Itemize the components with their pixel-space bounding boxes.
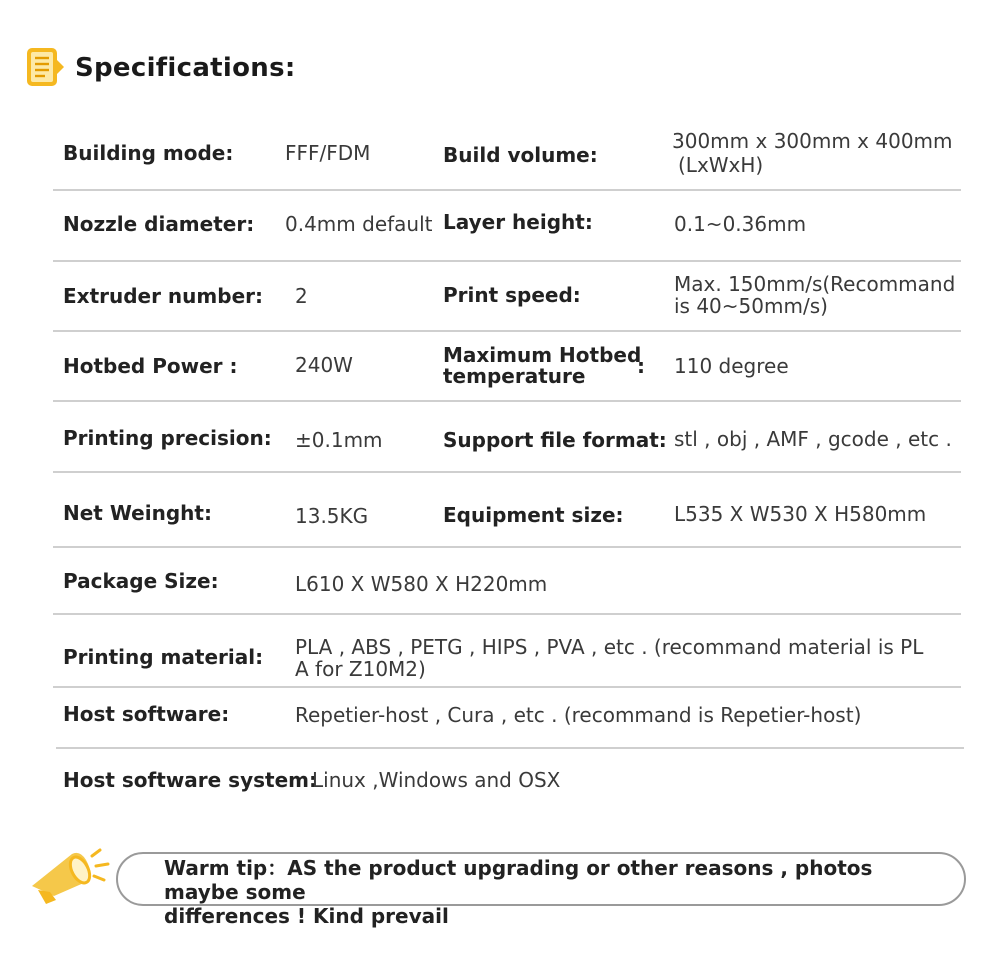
- host-software-label: Host software:: [63, 702, 230, 726]
- print-speed-value-line2: is 40~50mm/s): [674, 294, 828, 318]
- row-divider: [56, 747, 964, 749]
- row-divider: [53, 189, 961, 191]
- host-software-system-value: Linux ,Windows and OSX: [312, 768, 561, 792]
- equipment-size-value: L535 X W530 X H580mm: [674, 502, 927, 526]
- page-title: Specifications:: [75, 53, 296, 83]
- row-divider: [53, 330, 961, 332]
- extruder-number-value: 2: [295, 284, 308, 308]
- row-divider: [53, 546, 961, 548]
- row-divider: [53, 471, 961, 473]
- max-hotbed-temp-label-line2: temperature: [443, 364, 586, 388]
- equipment-size-label: Equipment size:: [443, 503, 624, 527]
- build-volume-label: Build volume:: [443, 143, 598, 167]
- row-divider: [53, 613, 961, 615]
- net-weight-label: Net Weinght:: [63, 501, 212, 525]
- build-volume-value-line2: (LxWxH): [678, 153, 764, 177]
- document-list-icon: [25, 46, 65, 90]
- building-mode-label: Building mode:: [63, 141, 234, 165]
- print-speed-value-line1: Max. 150mm/s(Recommand: [674, 272, 956, 296]
- specifications-header: [25, 46, 296, 90]
- hotbed-power-label: Hotbed Power :: [63, 354, 238, 378]
- printing-precision-label: Printing precision:: [63, 426, 272, 450]
- row-divider: [53, 400, 961, 402]
- package-size-label: Package Size:: [63, 569, 219, 593]
- layer-height-label: Layer height:: [443, 210, 593, 234]
- extruder-number-label: Extruder number:: [63, 284, 263, 308]
- build-volume-value-line1: 300mm x 300mm x 400mm: [672, 129, 953, 153]
- row-divider: [53, 686, 961, 688]
- layer-height-value: 0.1~0.36mm: [674, 212, 807, 236]
- building-mode-value: FFF/FDM: [285, 141, 371, 165]
- max-hotbed-temp-label-line1: Maximum Hotbed: [443, 343, 642, 367]
- nozzle-diameter-label: Nozzle diameter:: [63, 212, 255, 236]
- package-size-value: L610 X W580 X H220mm: [295, 572, 548, 596]
- warm-tip-text: [164, 856, 954, 928]
- host-software-system-label: Host software system:: [63, 768, 317, 792]
- printing-material-value-line2: A for Z10M2): [295, 657, 426, 681]
- megaphone-icon: [28, 846, 116, 908]
- warm-tip-line2: differences ! Kind prevail: [164, 904, 449, 928]
- net-weight-value: 13.5KG: [295, 504, 369, 528]
- hotbed-power-value: 240W: [295, 353, 353, 377]
- host-software-value: Repetier-host , Cura , etc . (recommand is Repetier-host): [295, 703, 862, 727]
- print-speed-label: Print speed:: [443, 283, 581, 307]
- max-hotbed-temp-value: 110 degree: [674, 354, 789, 378]
- printing-material-label: Printing material:: [63, 645, 264, 669]
- max-hotbed-temp-colon: :: [637, 354, 645, 378]
- row-divider: [53, 260, 961, 262]
- printing-precision-value: ±0.1mm: [295, 428, 383, 452]
- support-file-format-value: stl , obj , AMF , gcode , etc .: [674, 427, 952, 451]
- printing-material-value-line1: PLA , ABS , PETG , HIPS , PVA , etc . (recommand material is PL: [295, 635, 924, 659]
- warm-tip-line1: Warm tip：AS the product upgrading or other reasons , photos maybe some: [164, 856, 873, 904]
- support-file-format-label: Support file format:: [443, 428, 667, 452]
- nozzle-diameter-value: 0.4mm default: [285, 212, 433, 236]
